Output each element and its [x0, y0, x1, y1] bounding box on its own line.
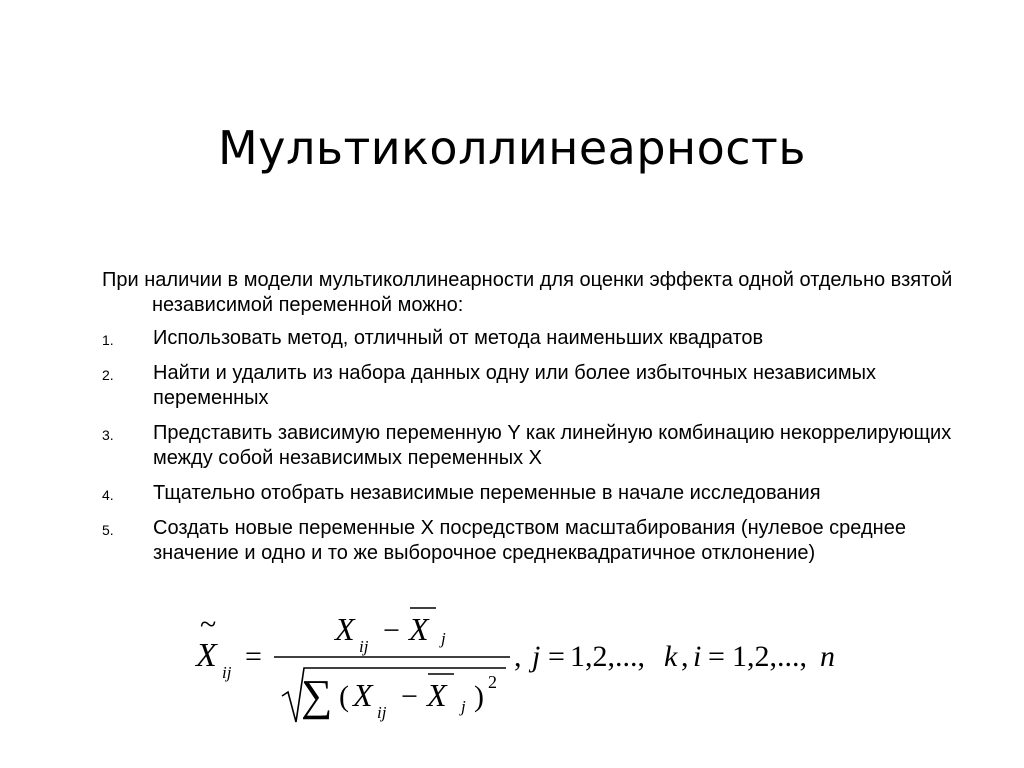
denominator-subscript-1: ij: [377, 703, 387, 722]
standardization-formula: [0, 598, 1024, 738]
intro-paragraph: При наличии в модели мультиколлинеарности для оценки эффекта одной отдельно взятой независимой переменной можно:: [102, 269, 953, 316]
list-item: [102, 361, 992, 411]
denominator-open-paren: (: [339, 680, 349, 713]
tail-comma: ,: [514, 640, 522, 673]
tail-k: k: [664, 640, 678, 673]
slide-body: [102, 268, 992, 576]
list-item-number: 1.: [102, 332, 114, 348]
denominator-minus: −: [401, 680, 418, 713]
numerator-variable-2: X: [409, 611, 429, 647]
list-item-number: 5.: [102, 522, 114, 538]
tail-index-i: i: [693, 640, 702, 673]
list-item: [102, 481, 992, 506]
numerator-subscript-2: j: [441, 629, 446, 648]
list-item-text: Найти и удалить из набора данных одну или более избыточных независимых переменных: [153, 362, 876, 409]
denominator-variable-1: X: [353, 677, 373, 713]
lhs-subscript: ij: [222, 663, 232, 682]
list-item-text: Представить зависимую переменную Y как линейную комбинацию некоррелирующих между собой независимых переменных X: [153, 422, 952, 469]
numerator-subscript-1: ij: [359, 637, 369, 656]
sum-symbol: ∑: [301, 671, 333, 720]
lhs-tilde: ~: [200, 608, 217, 641]
list-item-text: Создать новые переменные X посредством масштабирования (нулевое среднее значение и одно и то же выборочное среднеквадратичное отклонение): [153, 517, 906, 564]
tail-range-1: 1,2,...,: [570, 640, 645, 673]
tail-range-2: 1,2,...,: [732, 640, 807, 673]
list-item-text: Тщательно отобрать независимые переменные в начале исследования: [153, 482, 821, 504]
equals-sign: =: [245, 640, 262, 673]
tail-comma-2: ,: [681, 640, 689, 673]
list-item-number: 4.: [102, 487, 114, 503]
tail-equals-2: =: [708, 640, 725, 673]
list-item-number: 2.: [102, 367, 114, 383]
tail-equals-1: =: [548, 640, 565, 673]
list-item-number: 3.: [102, 427, 114, 443]
list-item: [102, 516, 992, 566]
numerator-minus: −: [383, 614, 400, 647]
denominator-close-paren: ): [474, 680, 484, 713]
list-item: [102, 421, 992, 471]
tail-index-j: j: [532, 640, 541, 673]
tail-n: n: [820, 640, 835, 673]
denominator-variable-2: X: [427, 677, 447, 713]
slide-title: Мультиколлинеарность: [218, 121, 806, 175]
steps-list: [102, 326, 992, 566]
denominator-subscript-2: j: [461, 697, 466, 716]
lhs-variable: X: [196, 637, 217, 674]
denominator-power: 2: [488, 672, 497, 692]
numerator-variable-1: X: [335, 611, 355, 647]
formula-svg: [0, 598, 1024, 738]
list-item: [102, 326, 992, 351]
list-item-text: Использовать метод, отличный от метода наименьших квадратов: [153, 327, 764, 349]
